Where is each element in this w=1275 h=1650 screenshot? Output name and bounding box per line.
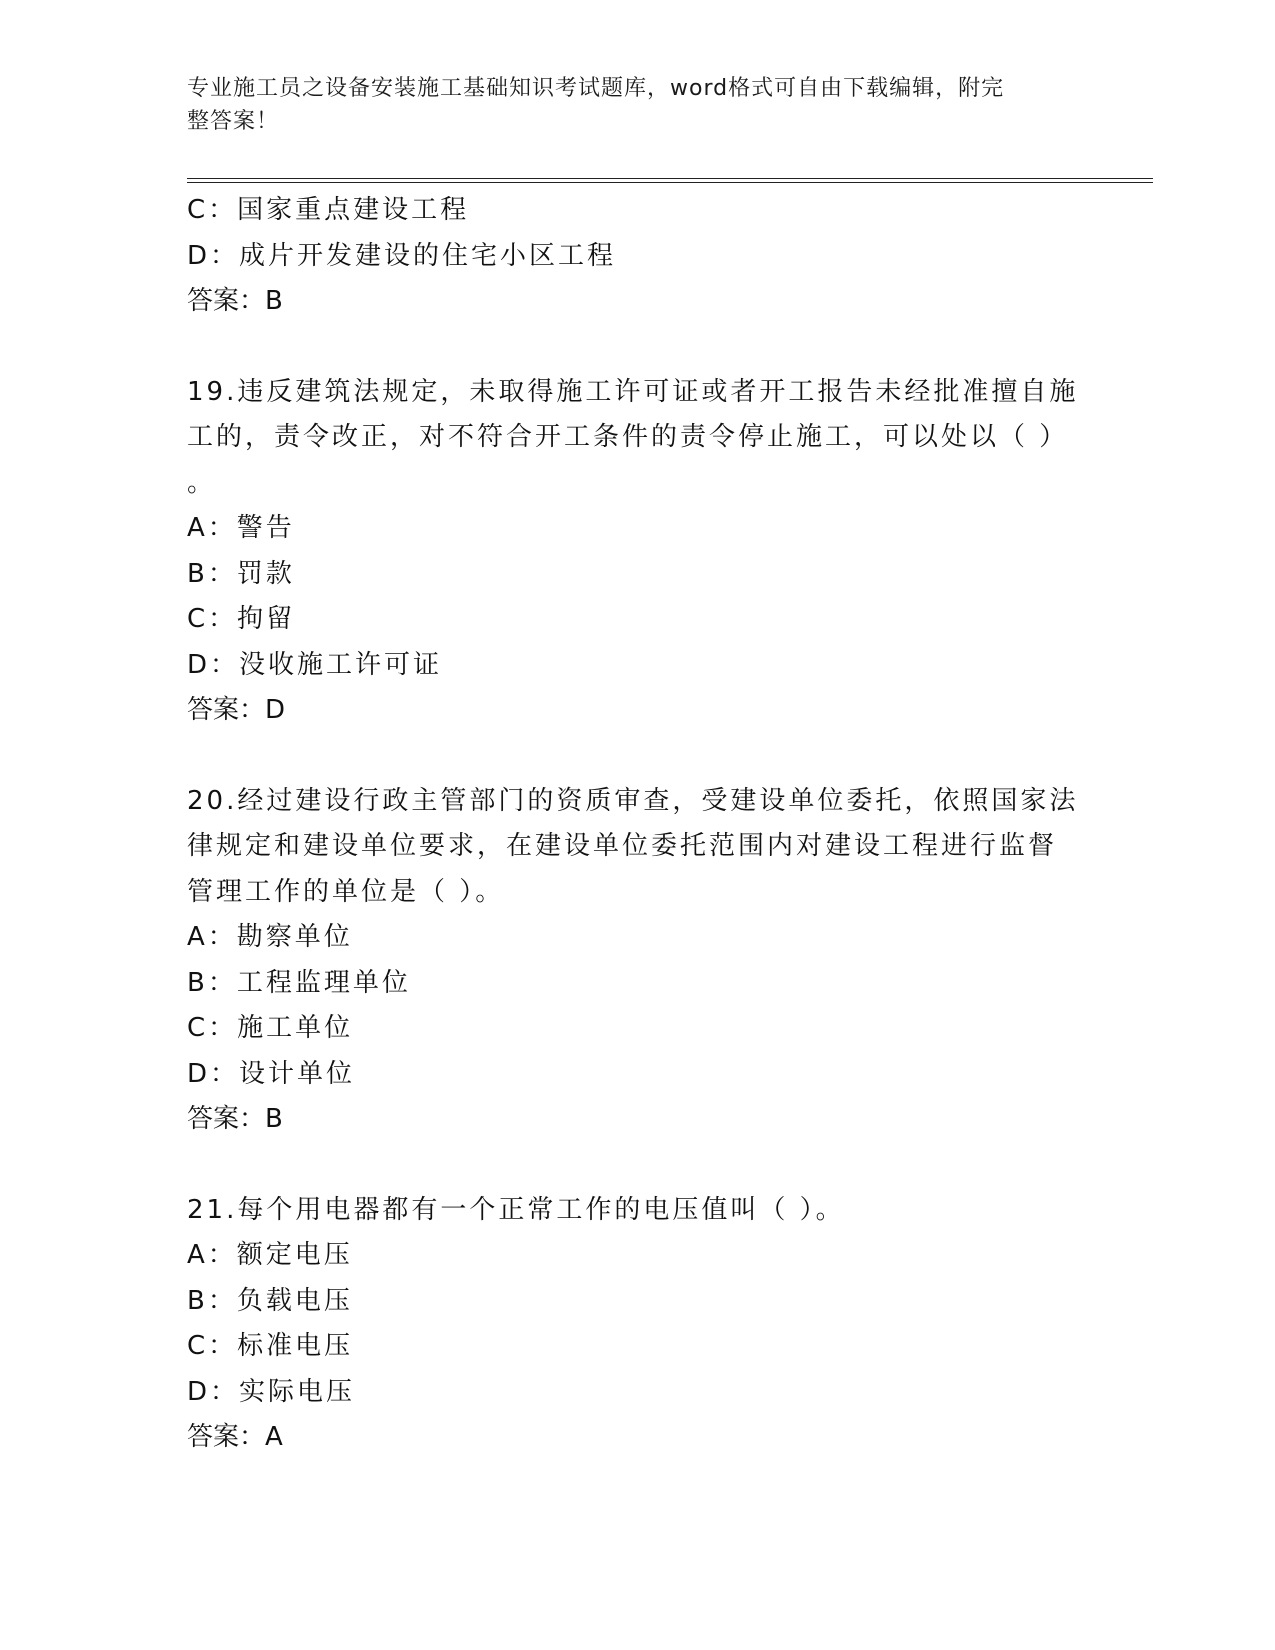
answer: 答案：B <box>187 286 284 316</box>
question-19 <box>187 370 1087 734</box>
question-number: 21. <box>187 1194 238 1225</box>
option-b: B：负载电压 <box>187 1285 353 1316</box>
option-b: B：工程监理单位 <box>187 967 411 998</box>
question-list <box>187 188 1087 1461</box>
header-title-line-2: 整答案！ <box>187 109 280 134</box>
option-d: D：实际电压 <box>187 1376 356 1407</box>
question-number: 19. <box>187 376 238 407</box>
option-a: A：额定电压 <box>187 1240 353 1270</box>
option-a: A：警告 <box>187 513 295 543</box>
header-divider <box>187 178 1153 183</box>
page-header <box>187 72 1067 138</box>
answer: 答案：A <box>187 1422 284 1452</box>
question-stem-line: 管理工作的单位是（ ）。 <box>187 876 505 907</box>
continued-question <box>187 188 1087 325</box>
option-c: C：施工单位 <box>187 1013 354 1043</box>
option-d: D：成片开发建设的住宅小区工程 <box>187 240 617 271</box>
option-b: B：罚款 <box>187 558 295 589</box>
question-stem-line: 19.违反建筑法规定，未取得施工许可证或者开工报告未经批准擅自施 <box>187 376 1079 407</box>
question-21 <box>187 1188 1087 1461</box>
question-number: 20. <box>187 785 238 816</box>
option-c: C：国家重点建设工程 <box>187 195 470 225</box>
answer: 答案：B <box>187 1104 284 1134</box>
header-title-line-1: 专业施工员之设备安装施工基础知识考试题库，word格式可自由下载编辑，附完 <box>187 76 1005 101</box>
option-d: D：没收施工许可证 <box>187 649 443 680</box>
option-c: C：拘留 <box>187 604 296 634</box>
option-a: A：勘察单位 <box>187 922 353 952</box>
question-stem-line: 20.经过建设行政主管部门的资质审查，受建设单位委托，依照国家法 <box>187 785 1079 816</box>
question-stem-line: 工的，责令改正，对不符合开工条件的责令停止施工，可以处以（ ） <box>187 422 1069 452</box>
option-c: C：标准电压 <box>187 1331 354 1361</box>
option-d: D：设计单位 <box>187 1058 356 1089</box>
question-stem-line: 。 <box>187 467 217 498</box>
question-20 <box>187 779 1087 1143</box>
question-stem-line: 21.每个用电器都有一个正常工作的电压值叫（ ）。 <box>187 1194 845 1225</box>
question-stem-line: 律规定和建设单位要求，在建设单位委托范围内对建设工程进行监督 <box>187 831 1058 861</box>
answer: 答案：D <box>187 695 287 725</box>
